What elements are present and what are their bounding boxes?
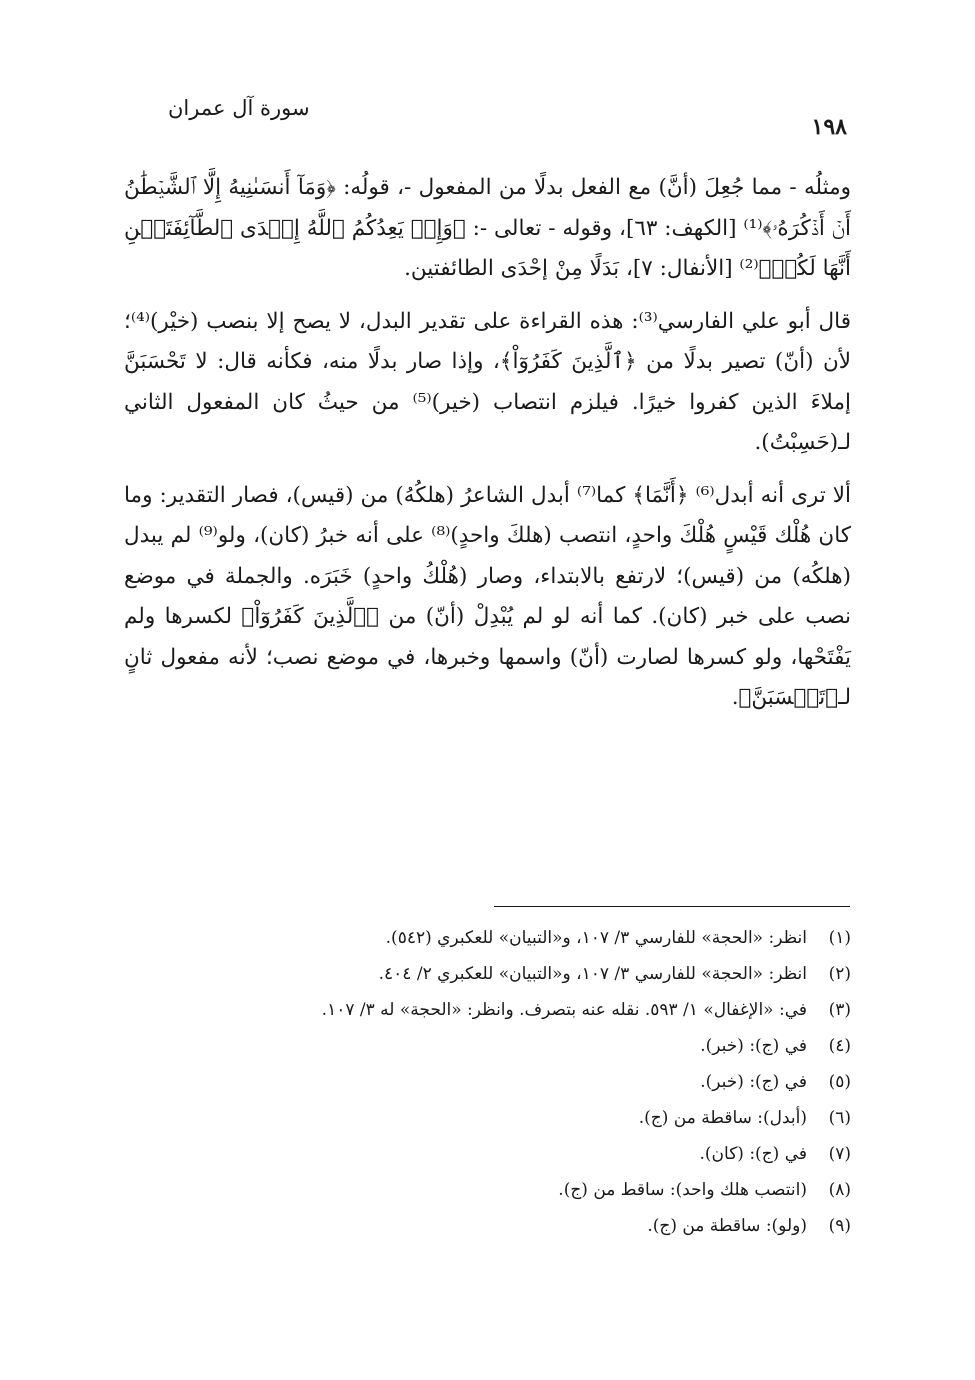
footnote-number: (٦) xyxy=(828,1108,851,1128)
footnote xyxy=(124,1136,851,1172)
footnote-number: (٨) xyxy=(828,1180,851,1200)
footnote xyxy=(124,1100,851,1136)
page-number: ١٩٨ xyxy=(811,114,847,140)
main-text xyxy=(124,168,851,731)
footnote xyxy=(124,1172,851,1208)
footnote-number: (٣) xyxy=(828,1000,851,1020)
footnote-number: (١) xyxy=(828,928,851,948)
footnote-text: (انتصب هلك واحد): ساقط من (ج). xyxy=(558,1180,807,1200)
footnote-text: (أبدل): ساقطة من (ج). xyxy=(638,1108,807,1128)
footnote-text: (ولو): ساقطة من (ج). xyxy=(647,1216,807,1236)
paragraph-1: ومثلُه - مما جُعِلَ (أنَّ) مع الفعل بدلًا من المفعول -، قولُه: ﴿وَمَآ أَنسَىٰنِيهُ إِلَّا ٱلشَّيۡطَٰنُ أَنۡ أَذۡكُرَهُۥ﴾⁽¹⁾ [الكهف: ٦٣]، وقوله - تعالى -: ﴿وَإِذۡ يَعِدُكُمُ ٱللَّهُ إِحۡدَى ٱلطَّآئِفَتَيۡنِ أَنَّهَا لَكُمۡ﴾⁽²⁾ [الأنفال: ٧]، بَدَلًا مِنْ إحْدَى الطائفتين. xyxy=(124,175,851,281)
footnote xyxy=(124,1064,851,1100)
footnote-number: (٩) xyxy=(828,1216,851,1236)
footnote-text: في (ج): (كان). xyxy=(699,1144,807,1164)
surah-name: سورة آل عمران xyxy=(168,96,310,120)
footnote xyxy=(124,920,851,956)
footnote-text: انظر: «الحجة» للفارسي ٣/ ١٠٧، و«التبيان» للعكبري ٢/ ٤٠٤. xyxy=(378,964,807,984)
footnote-text: انظر: «الحجة» للفارسي ٣/ ١٠٧، و«التبيان» للعكبري (٥٤٢). xyxy=(385,928,807,948)
footnote xyxy=(124,1208,851,1244)
footnote xyxy=(124,992,851,1028)
footnote-number: (٤) xyxy=(828,1036,851,1056)
footnote-text: في (ج): (خبر). xyxy=(700,1072,807,1092)
footnote-number: (٢) xyxy=(828,964,851,984)
footnote xyxy=(124,956,851,992)
paragraph-2: قال أبو علي الفارسي⁽³⁾: هذه القراءة على تقدير البدل، لا يصح إلا بنصب (خيْر)⁽⁴⁾؛ لأن (أنّ) تصير بدلًا من ﴿ٱلَّذِينَ كَفَرُوٓاْ﴾، وإذا صار بدلًا منه، فكأنه قال: لا تَحْسَبَنَّ إملاءَ الذين كفروا خيرًا. فيلزم انتصاب (خير)⁽⁵⁾ من حيثُ كان المفعول الثاني لـ(حَسِبْتُ). xyxy=(124,308,852,455)
footnote-text: في: «الإغفال» ١/ ٥٩٣. نقله عنه بتصرف. وانظر: «الحجة» له ٣/ ١٠٧. xyxy=(321,1000,807,1020)
footnote-number: (٧) xyxy=(828,1144,851,1164)
footnote-number: (٥) xyxy=(828,1072,851,1092)
footnote-divider xyxy=(494,906,850,907)
footnotes-list xyxy=(124,920,851,1244)
page-header xyxy=(128,92,847,142)
footnote-text: في (ج): (خبر). xyxy=(700,1036,807,1056)
footnote xyxy=(124,1028,851,1064)
paragraph-3: ألا ترى أنه أبدل⁽⁶⁾ ﴿أَنَّمَا﴾ كما⁽⁷⁾ أبدل الشاعرُ (هلكُهُ) من (قيس)، فصار التقدير: وما كان هُلْك قَيْسٍ هُلْكَ واحدٍ، انتصب (هلكَ واحدٍ)⁽⁸⁾ على أنه خبرُ (كان)، ولو⁽⁹⁾ لم يبدل (هلكُه) من (قيس)؛ لارتفع بالابتداء، وصار (هُلْكُ واحدٍ) خَبَرَه. والجملة في موضع نصب على خبر (كان). كما أنه لو لم يُبْدِلْ (أنّ) من ﴿ٱلَّذِينَ كَفَرُوٓاْ﴾ لكسرها ولم يَفْتَحْها، ولو كسرها لصارت (أنّ) واسمها وخبرها، في موضع نصب؛ لأنه مفعول ثانٍ لـ﴿تَحۡسَبَنَّ﴾. xyxy=(124,482,851,710)
